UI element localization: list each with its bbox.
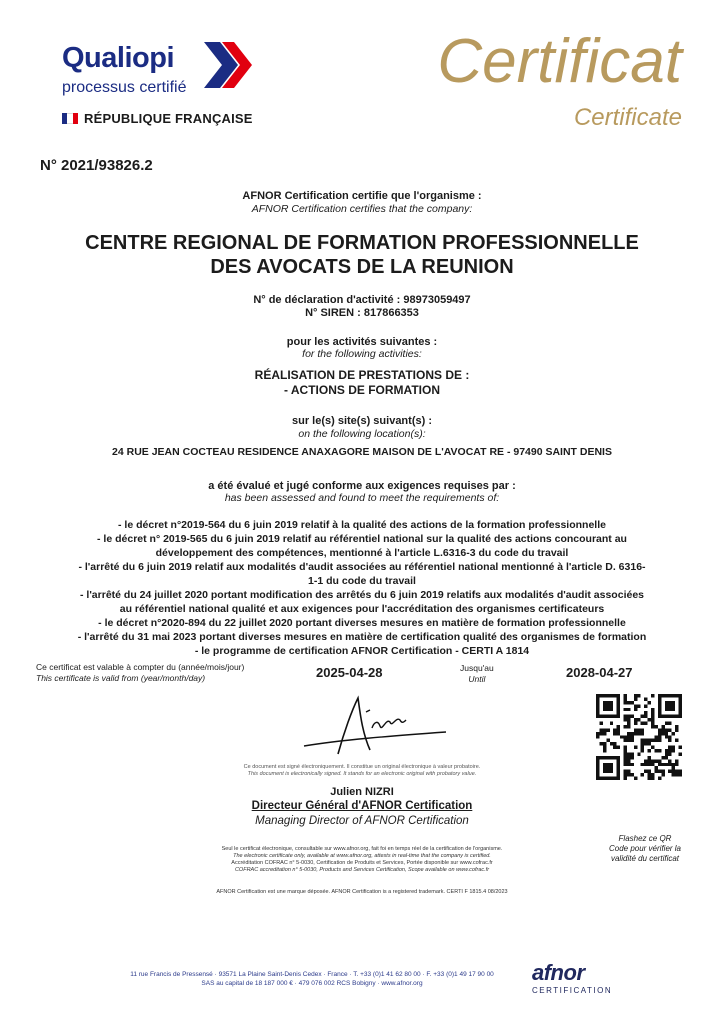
qr-code[interactable] (596, 694, 682, 780)
qualiopi-logo-text: Qualiopi (62, 42, 174, 74)
fine-print-line: The electronic certificate only, available at www.afnor.org, attests in real-time that the company is certified. (233, 853, 491, 859)
signer-name: Julien NIZRI (330, 786, 394, 798)
assessment-en: has been assessed and found to meet the requirements of: (224, 492, 500, 504)
handwritten-signature (300, 692, 450, 762)
requirement-item: - le programme de certification AFNOR Certification - CERTI A 1814 (194, 645, 530, 657)
signature-note-en: This document is electronically signed. It stands for an electronic original with probatory value. (247, 771, 477, 777)
site-address: 24 RUE JEAN COCTEAU RESIDENCE ANAXAGORE MAISON DE L'AVOCAT RE - 97490 SAINT DENIS (112, 446, 612, 458)
fine-print (150, 846, 574, 874)
declaration-number: N° de déclaration d'activité : 98973059497 (253, 294, 471, 306)
signature-note (180, 764, 544, 778)
until-label-en: Until (468, 674, 486, 684)
footer-line1: 11 rue Francis de Pressensé · 93571 La Plaine Saint-Denis Cedex · France · T. +33 (0)1 41 62 80 00 · F. +33 (0)1 49 17 90 00 (130, 971, 494, 978)
requirement-item: au référentiel national qualité et aux exigences pour l'accréditation des organismes certificateurs (119, 603, 605, 615)
signer-title: Directeur Général d'AFNOR Certification (251, 800, 473, 812)
requirement-item: développement des compétences, mentionné à l'article L.6316-3 du code du travail (155, 547, 569, 559)
requirement-item: - le décret n°2019-564 du 6 juin 2019 relatif à la qualité des actions de la formation professionnelle (118, 519, 606, 531)
french-flag-icon (62, 113, 78, 124)
fine-print-line: COFRAC accreditation n° 5-0030, Products and Services Certification, Scope available on www.cofrac.fr (234, 867, 490, 873)
sites-label-fr: sur le(s) site(s) suivant(s) : (292, 415, 432, 427)
until-label (460, 663, 494, 685)
fine-print-line: Seul le certificat électronique, consultable sur www.afnor.org, fait foi en temps réel de la certification de l'organisme. (221, 846, 503, 852)
activity-line1: RÉALISATION DE PRESTATIONS DE : (254, 368, 470, 382)
certificate-title: Certificat (437, 27, 682, 96)
requirement-item: - l'arrêté du 6 juin 2019 relatif aux modalités d'audit associées au référentiel national mentionné à l'article D. 6316- (78, 561, 646, 573)
organisation-name-line1: CENTRE REGIONAL DE FORMATION PROFESSIONNELLE (85, 232, 639, 254)
qualiopi-tagline: processus certifié (62, 79, 187, 96)
validity-label-en: This certificate is valid from (year/month/day) (36, 673, 206, 683)
qr-note (590, 834, 700, 864)
until-label-fr: Jusqu'au (460, 663, 494, 673)
valid-from-date: 2025-04-28 (316, 665, 383, 680)
requirement-item: 1-1 du code du travail (308, 575, 416, 587)
qr-note-line3: validité du certificat (610, 854, 680, 863)
intro-fr: AFNOR Certification certifie que l'organisme : (242, 190, 482, 202)
certificate-number: N° 2021/93826.2 (40, 157, 153, 174)
republique-francaise-label: RÉPUBLIQUE FRANÇAISE (84, 111, 253, 126)
certificate-title-en: Certificate (573, 104, 682, 131)
validity-label-fr: Ce certificat est valable à compter du (année/mois/jour) (36, 662, 245, 672)
requirement-item: - le décret n° 2019-565 du 6 juin 2019 relatif au référentiel national sur la qualité des actions concourant au (97, 533, 627, 545)
qr-note-line2: Code pour vérifier la (608, 844, 682, 853)
assessment-fr: a été évalué et jugé conforme aux exigences requises par : (208, 480, 516, 492)
requirement-item: - l'arrêté du 24 juillet 2020 portant modification des arrêtés du 6 juin 2019 relatifs aux modalités d'audit associées (79, 589, 645, 601)
fine-print-line: Accréditation COFRAC n° 5-0030, Certification de Produits et Services, Portée disponible sur www.cofrac.fr (231, 860, 493, 866)
validity-label (36, 662, 244, 684)
requirements-list (20, 518, 704, 658)
requirement-item: - le décret n°2020-894 du 22 juillet 2020 portant diverses mesures en matière de formation professionnelle (98, 617, 626, 629)
afnor-logo-sub: CERTIFICATION (532, 986, 613, 995)
signer-title-en: Managing Director of AFNOR Certification (255, 815, 469, 827)
requirement-item: - l'arrêté du 31 mai 2023 portant diverses mesures en matière de certification qualité des organismes de formation (77, 631, 647, 643)
valid-until-date: 2028-04-27 (566, 665, 633, 680)
signature-note-fr: Ce document est signé électroniquement. Il constitue un original électronique à valeur probatoire. (243, 764, 481, 770)
activity-line2: - ACTIONS DE FORMATION (284, 383, 440, 397)
footer-line2: SAS au capital de 18 187 000 € · 479 076 002 RCS Bobigny · www.afnor.org (201, 980, 423, 987)
footer-address (100, 970, 524, 988)
siren-number: N° SIREN : 817866353 (305, 307, 419, 319)
intro-en: AFNOR Certification certifies that the company: (251, 203, 473, 215)
qr-note-line1: Flashez ce QR (618, 834, 672, 843)
sites-label-en: on the following location(s): (298, 428, 426, 440)
afnor-logo (532, 962, 632, 995)
activities-label-en: for the following activities: (302, 348, 422, 360)
qualiopi-chevron-icon (204, 42, 256, 88)
activities-label-fr: pour les activités suivantes : (286, 336, 438, 348)
afnor-logo-word: afnor (532, 960, 585, 985)
organisation-name-line2: DES AVOCATS DE LA REUNION (210, 256, 514, 278)
trademark-note: AFNOR Certification est une marque déposée. AFNOR Certification is a registered trademark. CERTI F 1815.4 08/2023 (216, 889, 508, 895)
